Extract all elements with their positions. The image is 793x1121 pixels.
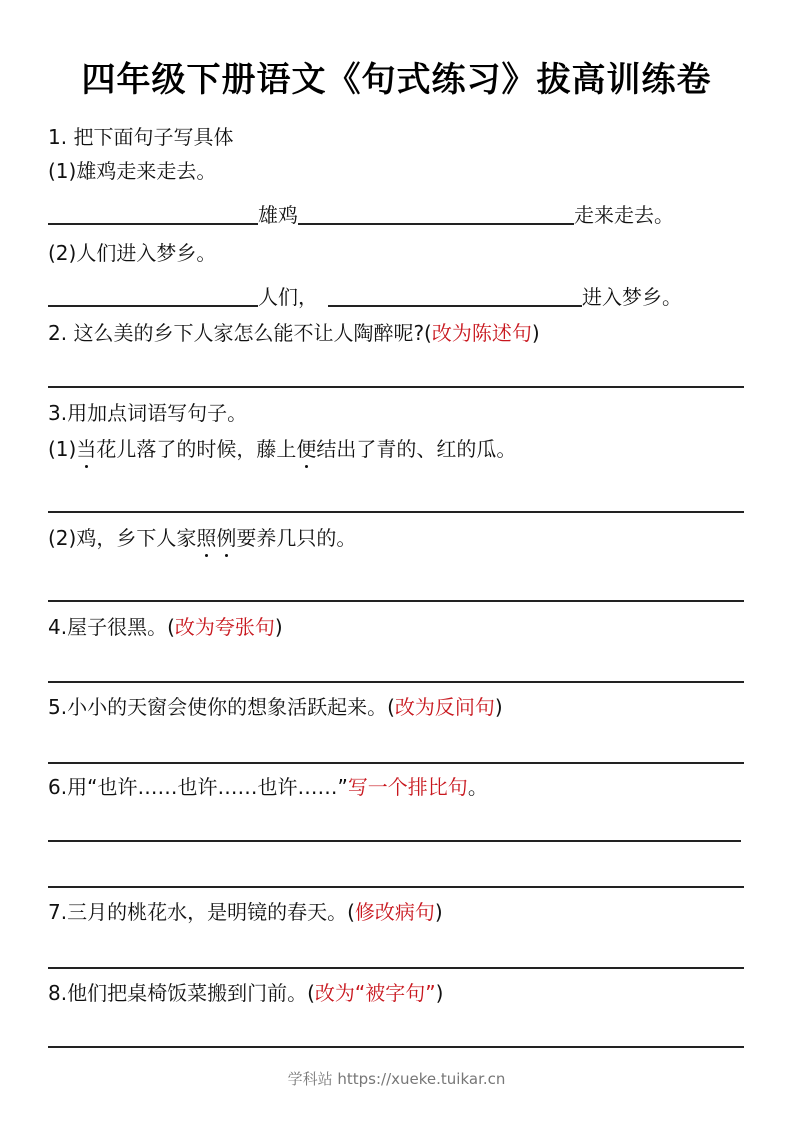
footer-watermark: 学科站 https://xueke.tuikar.cn bbox=[287, 1070, 506, 1088]
q4-instruction: 改为夸张句 bbox=[174, 615, 275, 639]
q1-sub2-fill-mid: 人们， bbox=[258, 285, 318, 309]
dotted-word: 便 bbox=[296, 437, 317, 461]
q8-close: ) bbox=[435, 981, 444, 1005]
answer-line[interactable] bbox=[48, 511, 744, 513]
q6-instruction: 写一个排比句 bbox=[347, 775, 468, 799]
q2-instruction: 改为陈述句 bbox=[431, 321, 532, 345]
q8-instruction: 改为“被字句” bbox=[314, 981, 436, 1005]
dotted-word: 当 bbox=[76, 437, 97, 461]
answer-line[interactable] bbox=[48, 386, 744, 388]
answer-line[interactable] bbox=[48, 840, 741, 842]
answer-line[interactable] bbox=[48, 600, 744, 602]
q1-sub1-fill-row bbox=[48, 202, 674, 228]
q6-close: 。 bbox=[467, 775, 488, 799]
dotted-word: 照 bbox=[196, 526, 217, 550]
q1-sub2-fill-row bbox=[48, 284, 682, 310]
q5-question: 5.小小的天窗会使你的想象活跃起来。( bbox=[48, 695, 395, 719]
q1-sub1-fill-end: 走来走去。 bbox=[574, 203, 674, 227]
q1-sub1-fill-mid: 雄鸡 bbox=[258, 203, 298, 227]
q5-close: ) bbox=[494, 695, 503, 719]
q7-question: 7.三月的桃花水，是明镜的春天。( bbox=[48, 900, 355, 924]
q4-question: 4.屋子很黑。( bbox=[48, 615, 175, 639]
q3-sub1 bbox=[48, 436, 516, 462]
q3-sub2-post: 要养几只的。 bbox=[236, 526, 357, 550]
q3-sub2-pre: (2)鸡，乡下人家 bbox=[48, 526, 197, 550]
page-title: 四年级下册语文《句式练习》拔高训练卷 bbox=[81, 60, 712, 100]
q1-sub1-prompt: (1)雄鸡走来走去。 bbox=[48, 159, 217, 183]
q3-heading: 3.用加点词语写句子。 bbox=[48, 401, 248, 425]
answer-line[interactable] bbox=[48, 762, 744, 764]
q6-question: 6.用“也许……也许……也许……” bbox=[48, 775, 348, 799]
answer-blank[interactable] bbox=[298, 203, 574, 225]
q3-sub1-mid: 花儿落了的时候，藤上 bbox=[96, 437, 297, 461]
q1-sub2-prompt: (2)人们进入梦乡。 bbox=[48, 241, 217, 265]
answer-blank[interactable] bbox=[48, 203, 258, 225]
q6-text bbox=[48, 774, 488, 800]
answer-blank[interactable] bbox=[48, 285, 258, 307]
q2-question: 2. 这么美的乡下人家怎么能不让人陶醉呢?( bbox=[48, 321, 432, 345]
dotted-word: 例 bbox=[216, 526, 237, 550]
q5-text bbox=[48, 694, 503, 720]
q3-sub1-post: 结出了青的、红的瓜。 bbox=[316, 437, 517, 461]
q5-instruction: 改为反问句 bbox=[394, 695, 495, 719]
q4-text bbox=[48, 614, 283, 640]
answer-line[interactable] bbox=[48, 886, 744, 888]
q7-close: ) bbox=[434, 900, 443, 924]
q1-sub2-fill-end: 进入梦乡。 bbox=[582, 285, 682, 309]
q2-text bbox=[48, 320, 540, 346]
answer-line[interactable] bbox=[48, 967, 744, 969]
q3-sub2 bbox=[48, 525, 356, 551]
q2-close: ) bbox=[531, 321, 540, 345]
q3-sub1-pre: (1) bbox=[48, 437, 77, 461]
q8-question: 8.他们把桌椅饭菜搬到门前。( bbox=[48, 981, 315, 1005]
answer-line[interactable] bbox=[48, 1046, 744, 1048]
q7-text bbox=[48, 899, 443, 925]
q4-close: ) bbox=[274, 615, 283, 639]
q1-heading: 1. 把下面句子写具体 bbox=[48, 125, 234, 149]
q7-instruction: 修改病句 bbox=[354, 900, 435, 924]
answer-line[interactable] bbox=[48, 681, 744, 683]
answer-blank[interactable] bbox=[328, 285, 582, 307]
q8-text bbox=[48, 980, 443, 1006]
